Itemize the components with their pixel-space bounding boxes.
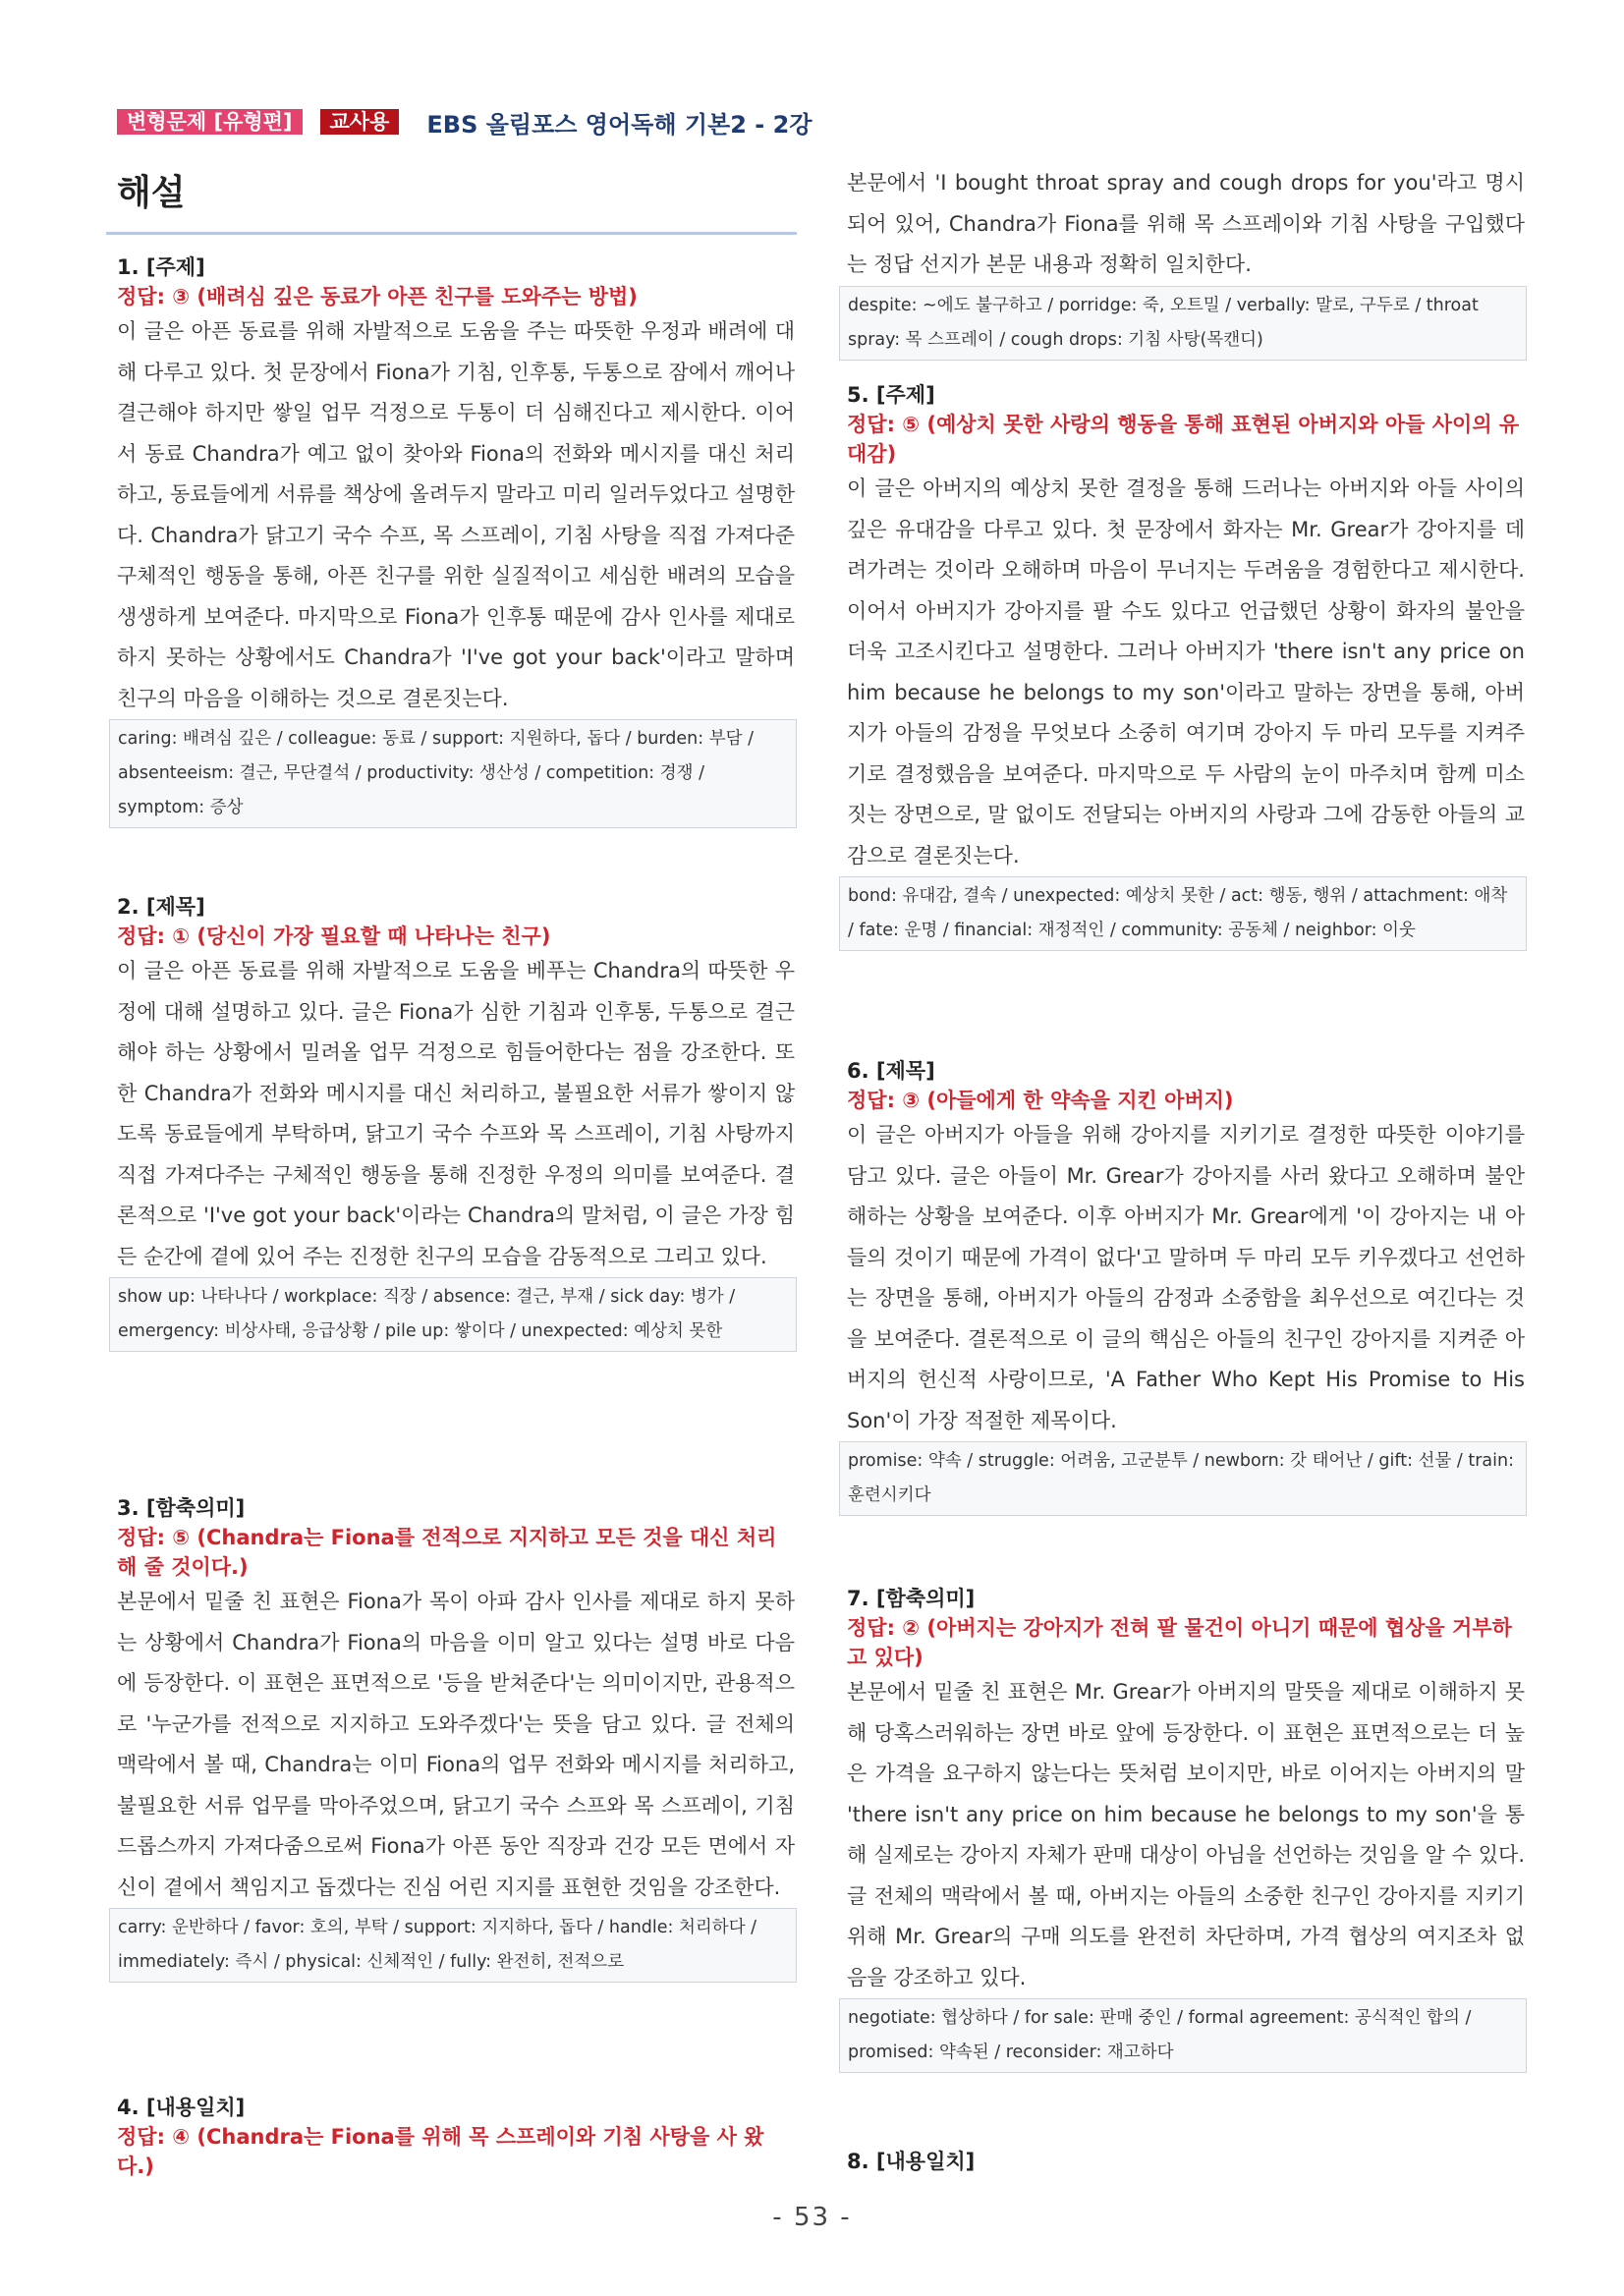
vocab-box: despite: ~에도 불구하고 / porridge: 죽, 오트밀 / verbally: 말로, 구두로 / throat spray: 목 스프레이 / cough drops: 기침 사탕(목캔디)	[839, 286, 1527, 361]
question-2	[117, 892, 795, 1352]
explanation-text: 본문에서 밑줄 친 표현은 Fiona가 목이 아파 감사 인사를 제대로 하지 못하는 상황에서 Chandra가 Fiona의 마음을 이미 알고 있다는 설명 바로 다음에 등장한다. 이 표현은 표면적으로 '등을 받쳐준다'는 의미이지만, 관용적으로 '누군가를 전적으로 지지하고 도와주겠다'는 뜻을 담고 있다. 글 전체의 맥락에서 볼 때, Chandra는 이미 Fiona의 업무 전화와 메시지를 처리하고, 불필요한 서류 업무를 막아주었으며, 닭고기 국수 스프와 목 스프레이, 기침 드롭스까지 가져다줌으로써 Fiona가 아픈 동안 직장과 건강 모든 면에서 자신이 곁에서 책임지고 돕겠다는 진심 어린 지지를 표현한 것임을 강조한다.	[117, 1590, 795, 1899]
explanation-text: 이 글은 아버지가 아들을 위해 강아지를 지키기로 결정한 따뜻한 이야기를 담고 있다. 글은 아들이 Mr. Grear가 강아지를 사러 왔다고 오해하며 불안해하는 상황을 보여준다. 이후 아버지가 Mr. Grear에게 '이 강아지는 내 아들의 것이기 때문에 가격이 없다'고 말하며 두 마리 모두 키우겠다고 선언하는 장면을 통해, 아버지가 아들의 감정과 소중함을 최우선으로 여긴다는 것을 보여준다. 결론적으로 이 글의 핵심은 아들의 친구인 강아지를 지켜준 아버지의 헌신적 사랑이므로, 'A Father Who Kept His Promise to His Son'이 가장 적절한 제목이다.	[847, 1123, 1525, 1432]
answer-line: 정답: ③ (배려심 깊은 동료가 아픈 친구를 도와주는 방법)	[117, 285, 638, 308]
section-heading: 2. [제목]	[117, 895, 205, 919]
page-header	[117, 106, 812, 138]
vocab-box: negotiate: 협상하다 / for sale: 판매 중인 / formal agreement: 공식적인 합의 / promised: 약속된 / reconsider: 재고하다	[839, 1998, 1527, 2073]
answer-line: 정답: ② (아버지는 강아지가 전혀 팔 물건이 아니기 때문에 협상을 거부하고 있다)	[847, 1616, 1512, 1669]
section-heading: 8. [내용일치]	[847, 2150, 976, 2173]
question-5	[847, 380, 1525, 951]
answer-line: 정답: ⑤ (Chandra는 Fiona를 전적으로 지지하고 모든 것을 대신 처리해 줄 것이다.)	[117, 1526, 777, 1579]
vocab-box: carry: 운반하다 / favor: 호의, 부탁 / support: 지지하다, 돕다 / handle: 처리하다 / immediately: 즉시 / physical: 신체적인 / fully: 완전히, 전적으로	[109, 1908, 797, 1983]
section-heading: 3. [함축의미]	[117, 1496, 246, 1520]
section-heading: 4. [내용일치]	[117, 2096, 246, 2119]
question-8	[847, 2147, 1525, 2176]
section-heading: 7. [함축의미]	[847, 1587, 976, 1610]
page-number: - 53 -	[772, 2203, 852, 2232]
explanation-text: 본문에서 'I bought throat spray and cough drops for you'라고 명시되어 있어, Chandra가 Fiona를 위해 목 스프레이와 기침 사탕을 구입했다는 정답 선지가 본문 내용과 정확히 일치한다.	[847, 171, 1525, 276]
question-1	[117, 252, 795, 828]
answer-line: 정답: ⑤ (예상치 못한 사랑의 행동을 통해 표현된 아버지와 아들 사이의 유대감)	[847, 413, 1520, 466]
header-title: EBS 올림포스 영어독해 기본2 - 2강	[426, 110, 812, 139]
teacher-tag: 교사용	[320, 109, 400, 135]
section-heading: 6. [제목]	[847, 1059, 935, 1083]
question-4	[117, 2093, 795, 2181]
explanation-text: 이 글은 아픈 동료를 위해 자발적으로 도움을 베푸는 Chandra의 따뜻한 우정에 대해 설명하고 있다. 글은 Fiona가 심한 기침과 인후통, 두통으로 결근해야 하는 상황에서 밀려올 업무 걱정으로 힘들어한다는 점을 강조한다. 또한 Chandra가 전화와 메시지를 대신 처리하고, 불필요한 서류가 쌓이지 않도록 동료들에게 부탁하며, 닭고기 국수 수프와 목 스프레이, 기침 사탕까지 직접 가져다주는 구체적인 행동을 통해 진정한 우정의 의미를 보여준다. 결론적으로 'I've got your back'이라는 Chandra의 말처럼, 이 글은 가장 힘든 순간에 곁에 있어 주는 진정한 친구의 모습을 감동적으로 그리고 있다.	[117, 959, 795, 1268]
title-divider	[106, 232, 797, 235]
question-6	[847, 1056, 1525, 1516]
answer-line: 정답: ③ (아들에게 한 약속을 지킨 아버지)	[847, 1089, 1234, 1112]
vocab-box: show up: 나타나다 / workplace: 직장 / absence: 결근, 부재 / sick day: 병가 / emergency: 비상사태, 응급상황 / pile up: 쌓이다 / unexpected: 예상치 못한	[109, 1277, 797, 1352]
vocab-box: promise: 약속 / struggle: 어려움, 고군분투 / newborn: 갓 태어난 / gift: 선물 / train: 훈련시키다	[839, 1441, 1527, 1516]
explanation-text: 이 글은 아버지의 예상치 못한 결정을 통해 드러나는 아버지와 아들 사이의 깊은 유대감을 다루고 있다. 첫 문장에서 화자는 Mr. Grear가 강아지를 데려가려는 것이라 오해하며 마음이 무너지는 두려움을 경험한다고 제시한다. 이어서 아버지가 강아지를 팔 수도 있다고 언급했던 상황이 화자의 불안을 더욱 고조시킨다고 설명한다. 그러나 아버지가 'there isn't any price on him because he belongs to my son'이라고 말하는 장면을 통해, 아버지가 아들의 감정을 무엇보다 소중히 여기며 강아지 두 마리 모두를 지켜주기로 결정했음을 보여준다. 마지막으로 두 사람의 눈이 마주치며 함께 미소 짓는 장면으로, 말 없이도 전달되는 아버지의 사랑과 그에 감동한 아들의 교감으로 결론짓는다.	[847, 476, 1525, 868]
page-title: 해설	[117, 173, 186, 213]
category-tag: 변형문제 [유형편]	[117, 109, 303, 135]
vocab-box: caring: 배려심 깊은 / colleague: 동료 / support: 지원하다, 돕다 / burden: 부담 / absenteeism: 결근, 무단결석 / productivity: 생산성 / competition: 경쟁 / symptom: 증상	[109, 719, 797, 828]
question-4-continued	[847, 163, 1525, 361]
explanation-text: 본문에서 밑줄 친 표현은 Mr. Grear가 아버지의 말뜻을 제대로 이해하지 못해 당혹스러워하는 장면 바로 앞에 등장한다. 이 표현은 표면적으로는 더 높은 가격을 요구하지 않는다는 뜻처럼 보이지만, 바로 이어지는 아버지의 말 'there isn't any price on him because he belongs to my son'을 통해 실제로는 강아지 자체가 판매 대상이 아님을 선언하는 것임을 알 수 있다. 글 전체의 맥락에서 볼 때, 아버지는 아들의 소중한 친구인 강아지를 지키기 위해 Mr. Grear의 구매 의도를 완전히 차단하며, 가격 협상의 여지조차 없음을 강조하고 있다.	[847, 1680, 1525, 1989]
section-heading: 5. [주제]	[847, 383, 935, 407]
explanation-text: 이 글은 아픈 동료를 위해 자발적으로 도움을 주는 따뜻한 우정과 배려에 대해 다루고 있다. 첫 문장에서 Fiona가 기침, 인후통, 두통으로 잠에서 깨어나 결근해야 하지만 쌓일 업무 걱정으로 두통이 더 심해진다고 제시한다. 이어서 동료 Chandra가 예고 없이 찾아와 Fiona의 전화와 메시지를 대신 처리하고, 동료들에게 서류를 책상에 올려두지 말라고 미리 일러두었다고 설명한다. Chandra가 닭고기 국수 수프, 목 스프레이, 기침 사탕을 직접 가져다준 구체적인 행동을 통해, 아픈 친구를 위한 실질적이고 세심한 배려의 모습을 생생하게 보여준다. 마지막으로 Fiona가 인후통 때문에 감사 인사를 제대로 하지 못하는 상황에서도 Chandra가 'I've got your back'이라고 말하며 친구의 마음을 이해하는 것으로 결론짓는다.	[117, 319, 795, 710]
question-7	[847, 1584, 1525, 2073]
section-heading: 1. [주제]	[117, 255, 205, 279]
answer-line: 정답: ④ (Chandra는 Fiona를 위해 목 스프레이와 기침 사탕을 사 왔다.)	[117, 2125, 764, 2178]
answer-line: 정답: ① (당신이 가장 필요할 때 나타나는 친구)	[117, 924, 551, 948]
question-3	[117, 1493, 795, 1983]
vocab-box: bond: 유대감, 결속 / unexpected: 예상치 못한 / act: 행동, 행위 / attachment: 애착 / fate: 운명 / financial: 재정적인 / community: 공동체 / neighbor: 이웃	[839, 876, 1527, 951]
